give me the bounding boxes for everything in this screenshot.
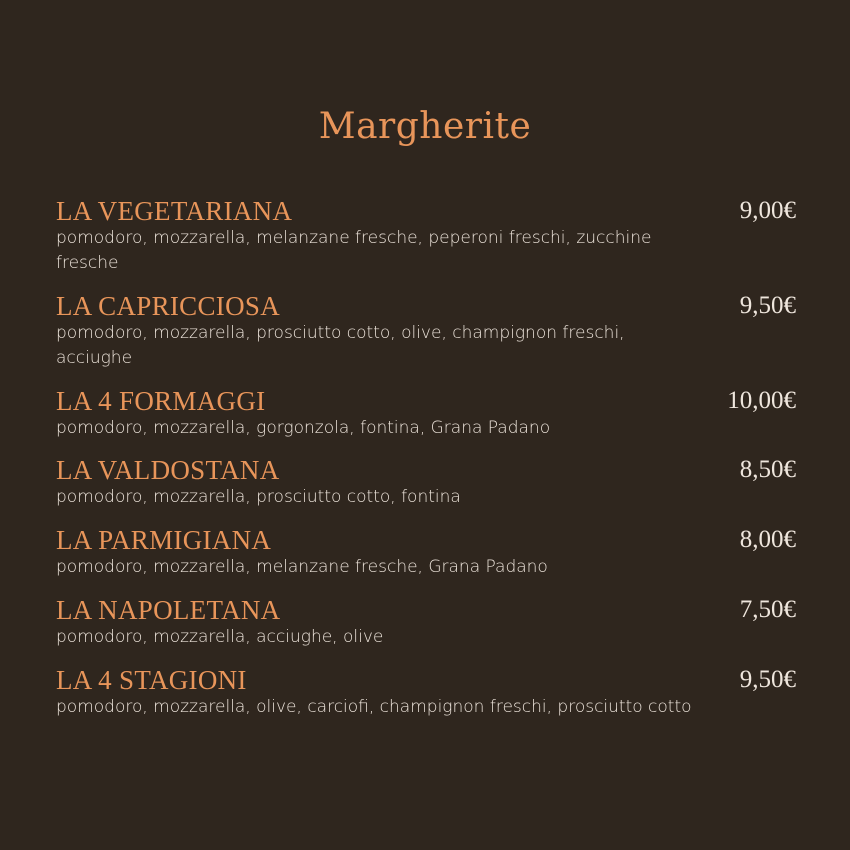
item-name: LA PARMIGIANA [56, 525, 272, 555]
menu-item [56, 386, 796, 441]
item-description: pomodoro, mozzarella, melanzane fresche, Grana Padano [56, 557, 548, 577]
menu-item [56, 196, 796, 276]
menu-title: Margherite [318, 106, 532, 147]
item-description: pomodoro, mozzarella, prosciutto cotto, fontina [56, 487, 461, 507]
item-price: 8,50€ [739, 456, 796, 483]
item-name: LA 4 STAGIONI [56, 665, 247, 695]
item-name: LA 4 FORMAGGI [56, 386, 266, 416]
item-price: 10,00€ [727, 387, 796, 414]
item-price: 7,50€ [739, 596, 796, 623]
menu-item [56, 291, 796, 371]
menu-item [56, 665, 796, 720]
item-name: LA VALDOSTANA [56, 455, 280, 485]
item-price: 8,00€ [739, 526, 796, 553]
menu-item [56, 525, 796, 580]
item-name: LA NAPOLETANA [56, 595, 281, 625]
item-description: pomodoro, mozzarella, melanzane fresche, peperoni freschi, zucchine fresche [56, 228, 652, 273]
menu-item [56, 455, 796, 510]
item-description: pomodoro, mozzarella, olive, carciofi, champignon freschi, prosciutto cotto [56, 697, 692, 717]
item-price: 9,50€ [739, 292, 796, 319]
item-description: pomodoro, mozzarella, gorgonzola, fontina, Grana Padano [56, 418, 551, 438]
item-name: LA CAPRICCIOSA [56, 291, 280, 321]
item-description: pomodoro, mozzarella, prosciutto cotto, olive, champignon freschi, acciughe [56, 323, 625, 368]
item-price: 9,00€ [739, 197, 796, 224]
item-description: pomodoro, mozzarella, acciughe, olive [56, 627, 384, 647]
menu-item [56, 595, 796, 650]
item-price: 9,50€ [739, 666, 796, 693]
item-name: LA VEGETARIANA [56, 196, 293, 226]
